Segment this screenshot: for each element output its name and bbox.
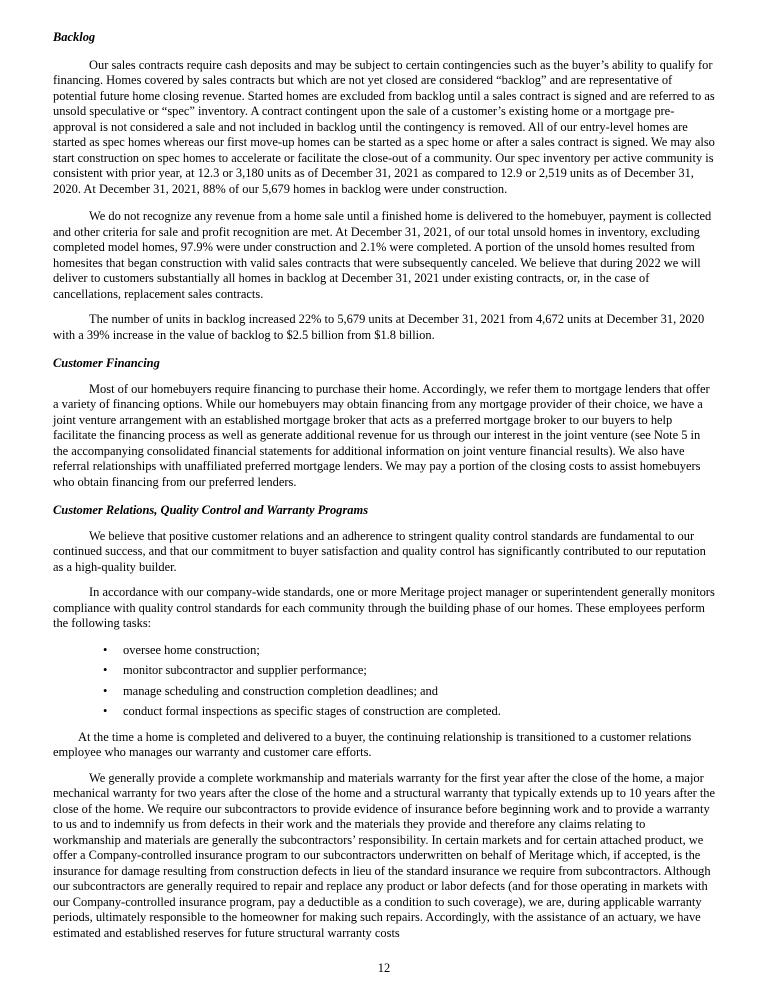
list-item-text: monitor subcontractor and supplier performance; <box>123 663 367 677</box>
section-heading-customer-relations: Customer Relations, Quality Control and Warranty Programs <box>53 503 369 517</box>
paragraph-quality-1: We believe that positive customer relations and an adherence to stringent quality control standards are fundamental to our continued success, and that our commitment to buyer satisfaction and quality control has significantly contributed to our reputation as a high-quality builder. <box>53 528 706 574</box>
list-item <box>53 684 716 700</box>
list-item <box>53 663 716 679</box>
section-heading-backlog: Backlog <box>53 30 96 44</box>
list-item <box>53 704 716 720</box>
paragraph-warranty: We generally provide a complete workmanship and materials warranty for the first year after the close of the home, a major mechanical warranty for two years after the close of the home and a structural warranty that typically extends up to 10 years after the close of the home. We require our subcontractors to provide evidence of insurance before beginning work and to provide a warranty to us and to indemnify us from defects in their work and the materials they provide and therefore any claims relating to workmanship and materials are generally the subcontractors’ responsibility. In certain markets and for certain attached product, we offer a Company-controlled insurance program to our subcontractors underwritten on behalf of Meritage which, if accepted, is the insurance for damage resulting from construction defects in lieu of the standard insurance we require from subcontractors. Although our subcontractors are generally required to repair and replace any product or labor defects (and for those operating in markets with our Company-controlled insurance program, pay a deductible as a condition to such coverage), we are, during applicable warranty periods, ultimately responsible to the homeowner for making such repairs. Accordingly, with the assistance of an actuary, we have estimated and established reserves for future structural warranty costs <box>53 770 716 940</box>
bullet-icon: • <box>103 683 108 698</box>
paragraph-backlog-2: We do not recognize any revenue from a home sale until a finished home is delivered to the homebuyer, payment is collected and other criteria for sale and profit recognition are met. At December 31, 2021, of our total unsold homes in inventory, excluding completed model homes, 97.9% were under construction and 2.1% were completed. A portion of the unsold homes resulted from homesites that began construction with valid sales contracts that were subsequently canceled. We believe that during 2022 we will deliver to customers substantially all homes in backlog at December 31, 2021 under existing contracts, or, in the case of cancellations, replacement sales contracts. <box>53 209 712 301</box>
paragraph-customer-financing: Most of our homebuyers require financing to purchase their home. Accordingly, we refer them to mortgage lenders that offer a variety of financing options. While our homebuyers may obtain financing from any mortgage provider of their choice, we have a joint venture arrangement with an established mortgage broker that acts as a preferred mortgage broker to our buyers to help facilitate the financing process as well as generate additional revenue for us through our interest in the joint venture (see Note 5 in the accompanying consolidated financial statements for additional information on joint venture financial results). We also have referral relationships with unaffiliated preferred mortgage lenders. We may pay a portion of the closing costs to assist homebuyers who obtain financing from our preferred lenders. <box>53 381 710 489</box>
task-bullet-list <box>53 643 716 720</box>
page-number: 12 <box>377 961 391 975</box>
paragraph-quality-2: In accordance with our company-wide standards, one or more Meritage project manager or superintendent generally monitors compliance with quality control standards for each community through the building phase of our homes. These employees perform the following tasks: <box>53 585 715 630</box>
list-item-text: oversee home construction; <box>123 642 260 657</box>
list-item <box>53 643 716 659</box>
bullet-icon: • <box>103 663 108 677</box>
bullet-icon: • <box>103 704 108 718</box>
paragraph-transition: At the time a home is completed and delivered to a buyer, the continuing relationship is transitioned to a customer relations employee who manages our warranty and customer care efforts. <box>53 729 692 759</box>
paragraph-backlog-1: Our sales contracts require cash deposits and may be subject to certain contingencies such as the buyer’s ability to qualify for financing. Homes covered by sales contracts but which are not yet closed are considered “backlog” and are representative of potential future home closing revenue. Started homes are excluded from backlog until a sales contract is signed and are referred to as unsold speculative or “spec” inventory. A contract contingent upon the sale of a customer’s existing home or a mortgage pre-approval is not considered a sale and not included in backlog until the contingency is removed. All of our entry-level homes are started as spec homes whereas our first move-up homes can be started as a spec home or after a sales contract is signed. We may also start construction on spec homes to accelerate or facilitate the close-out of a community. Our spec inventory per active community is consistent with prior year, at 12.3 or 3,180 units as of December 31, 2021 as compared to 12.9 or 2,519 units as of December 31, 2020. At December 31, 2021, 88% of our 5,679 homes in backlog were under construction. <box>53 57 715 196</box>
list-item-text: conduct formal inspections as specific stages of construction are completed. <box>123 704 501 718</box>
list-item-text: manage scheduling and construction completion deadlines; and <box>123 683 438 698</box>
bullet-icon: • <box>103 642 108 657</box>
paragraph-backlog-3: The number of units in backlog increased 22% to 5,679 units at December 31, 2021 from 4,672 units at December 31, 2020 with a 39% increase in the value of backlog to $2.5 billion from $1.8 billion. <box>53 312 705 342</box>
section-heading-customer-financing: Customer Financing <box>53 356 160 370</box>
